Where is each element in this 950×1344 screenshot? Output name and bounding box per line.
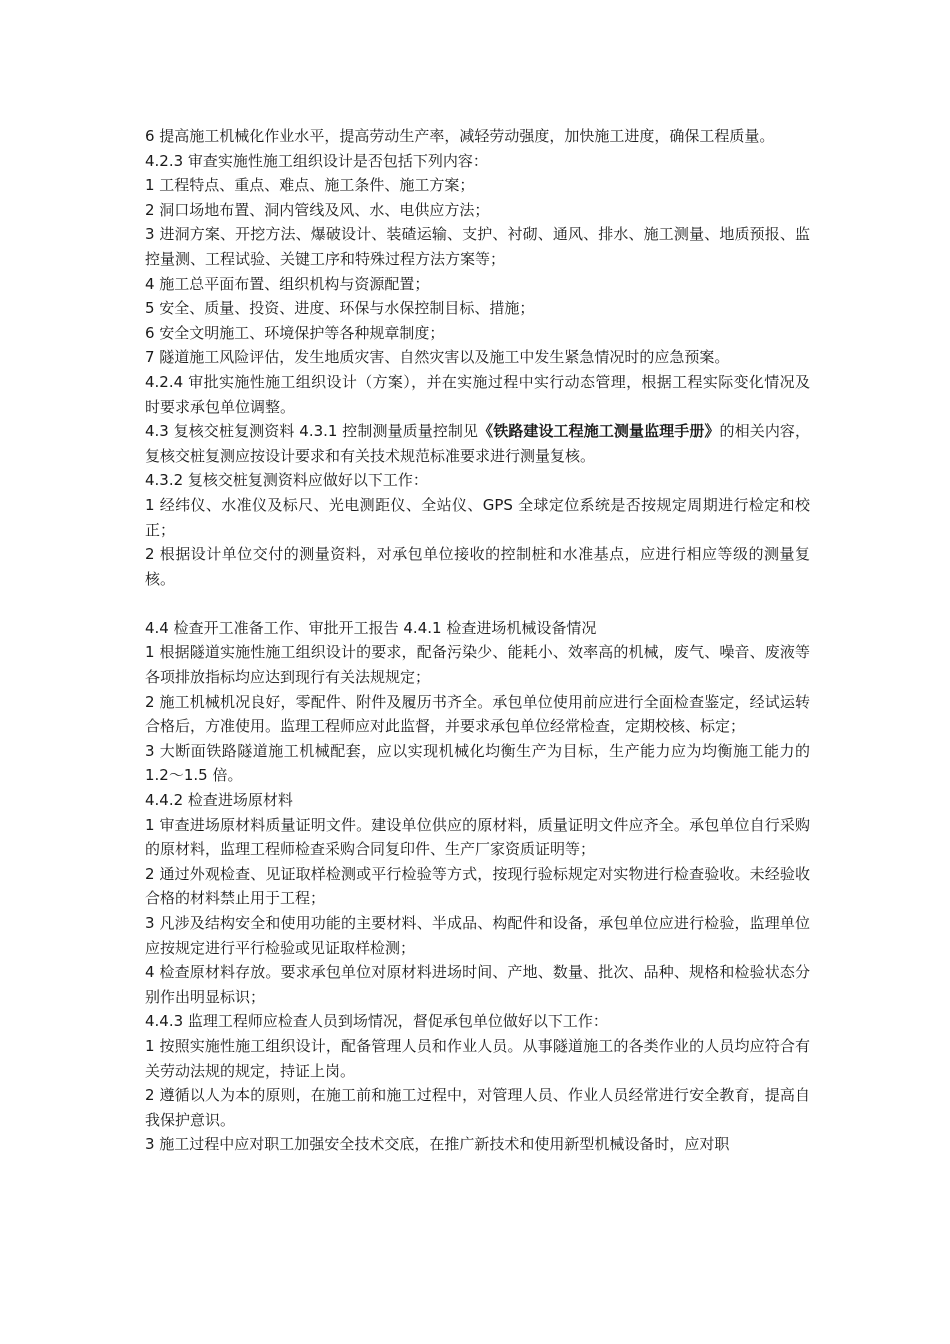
paragraph: 3 施工过程中应对职工加强安全技术交底，在推广新技术和使用新型机械设备时，应对职: [145, 1135, 730, 1154]
paragraph: 2 根据设计单位交付的测量资料，对承包单位接收的控制桩和水准基点，应进行相应等级的测量复核。: [145, 545, 810, 588]
document-body: [145, 124, 810, 1157]
paragraph: 1 审查进场原材料质量证明文件。建设单位供应的原材料，质量证明文件应齐全。承包单位自行采购的原材料，监理工程师检查采购合同复印件、生产厂家资质证明等；: [145, 815, 810, 859]
paragraph: 4 施工总平面布置、组织机构与资源配置；: [145, 274, 430, 293]
paragraph: 2 通过外观检查、见证取样检测或平行检验等方式，按现行验标规定对实物进行检查验收。未经验收合格的材料禁止用于工程；: [145, 864, 810, 908]
paragraph: 4.2.3 审查实施性施工组织设计是否包括下列内容：: [145, 151, 488, 170]
manual-title: 《铁路建设工程施工测量监理手册》: [478, 422, 720, 441]
paragraph: 6 安全文明施工、环境保护等各种规章制度；: [145, 323, 445, 342]
paragraph: 4.2.4 审批实施性施工组织设计（方案），并在实施过程中实行动态管理，根据工程实际变化情况及时要求承包单位调整。: [145, 372, 810, 416]
paragraph: 4 检查原材料存放。要求承包单位对原材料进场时间、产地、数量、批次、品种、规格和检验状态分别作出明显标识；: [145, 963, 810, 1006]
paragraph: 4.4.3 监理工程师应检查人员到场情况，督促承包单位做好以下工作：: [145, 1012, 608, 1031]
paragraph: 3 进洞方案、开挖方法、爆破设计、装碴运输、支护、衬砌、通风、排水、施工测量、地质预报、监控量测、工程试验、关键工序和特殊过程方法方案等；: [145, 225, 810, 268]
paragraph: 5 安全、质量、投资、进度、环保与水保控制目标、措施；: [145, 299, 535, 318]
paragraph: 4.4 检查开工准备工作、审批开工报告 4.4.1 检查进场机械设备情况: [145, 618, 597, 637]
paragraph-4-3: [145, 419, 810, 468]
paragraph: 4.4.2 检查进场原材料: [145, 791, 293, 810]
paragraph: 1 根据隧道实施性施工组织设计的要求，配备污染少、能耗小、效率高的机械，废气、噪音、废液等各项排放指标均应达到现行有关法规规定；: [145, 643, 810, 687]
paragraph: 4.3.2 复核交桩复测资料应做好以下工作：: [145, 471, 428, 490]
paragraph: 3 大断面铁路隧道施工机械配套，应以实现机械化均衡生产为目标，生产能力应为均衡施工能力的 1.2～1.5 倍。: [145, 741, 810, 785]
paragraph: 3 凡涉及结构安全和使用功能的主要材料、半成品、构配件和设备，承包单位应进行检验，监理单位应按规定进行平行检验或见证取样检测；: [145, 914, 810, 957]
paragraph: 2 遵循以人为本的原则，在施工前和施工过程中，对管理人员、作业人员经常进行安全教育，提高自我保护意识。: [145, 1086, 810, 1129]
paragraph: 1 按照实施性施工组织设计，配备管理人员和作业人员。从事隧道施工的各类作业的人员均应符合有关劳动法规的规定，持证上岗。: [145, 1036, 810, 1080]
paragraph: 1 工程特点、重点、难点、施工条件、施工方案；: [145, 176, 475, 195]
paragraph: 1 经纬仪、水准仪及标尺、光电测距仪、全站仪、GPS 全球定位系统是否按规定周期进行检定和校正；: [145, 495, 810, 539]
paragraph: 7 隧道施工风险评估，发生地质灾害、自然灾害以及施工中发生紧急情况时的应急预案。: [145, 348, 730, 367]
blank-line: [145, 591, 810, 616]
paragraph: 6 提高施工机械化作业水平，提高劳动生产率，减轻劳动强度，加快施工进度，确保工程质量。: [145, 127, 775, 145]
paragraph-text: 的相关内容，复核交桩复测应按设计要求和有关技术规范标准要求进行测量复核。: [145, 422, 810, 465]
paragraph: 2 洞口场地布置、洞内管线及风、水、电供应方法；: [145, 200, 490, 219]
paragraph: 2 施工机械机况良好，零配件、附件及履历书齐全。承包单位使用前应进行全面检查鉴定，经试运转合格后，方准使用。监理工程师应对此监督，并要求承包单位经常检查，定期校核、标定；: [145, 692, 810, 736]
paragraph-text: 4.3 复核交桩复测资料 4.3.1 控制测量质量控制见: [145, 422, 479, 441]
